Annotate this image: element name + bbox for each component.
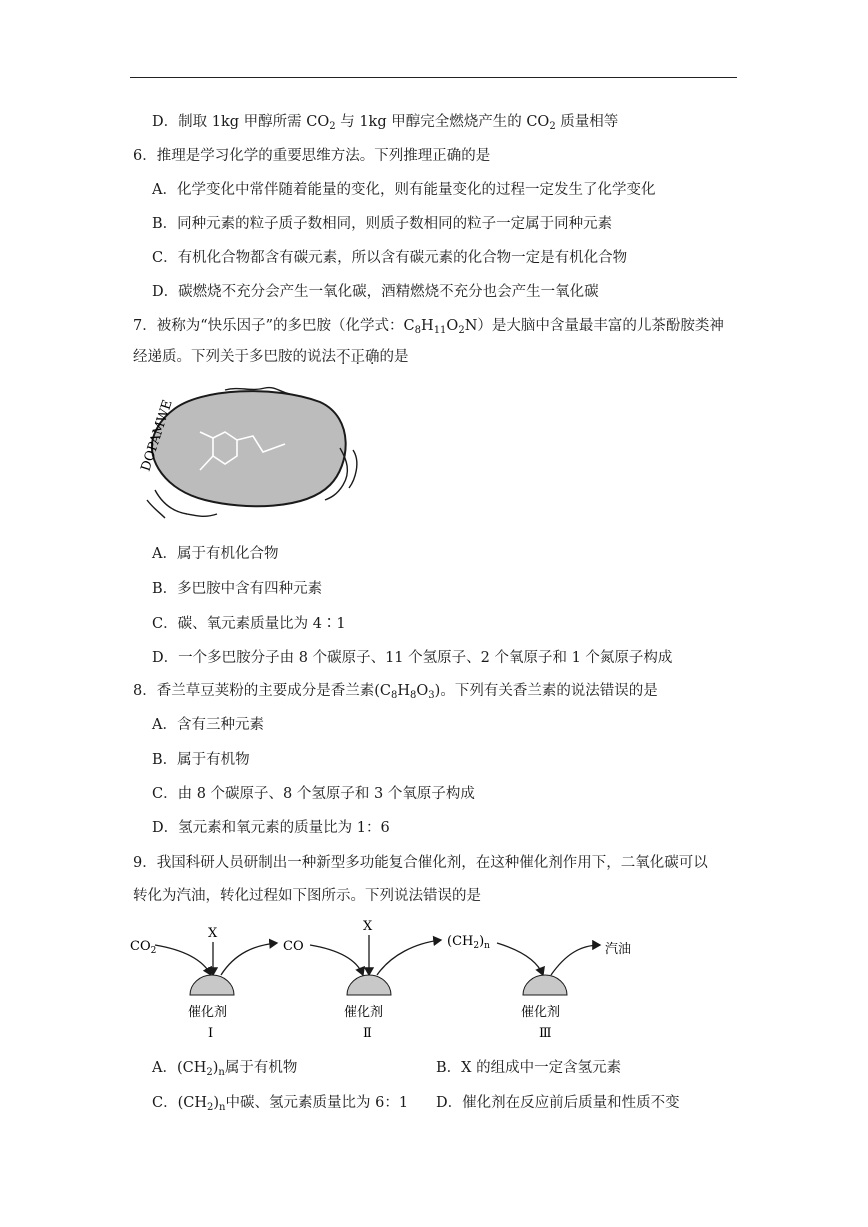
q8-stem: 8．香兰草豆荚粉的主要成分是香兰素$(C_8H_8O_3)$。下列有关香兰素的说法错误的是 [133,683,658,701]
q6-option-d: D．碳燃烧不充分会产生一氧化碳，酒精燃烧不充分也会产生一氧化碳 [152,284,599,300]
catalyst-1-dome [190,975,234,995]
q7-stem-line2: 经递质。下列关于多巴胺的说法不正确的是 [133,349,409,365]
q6-option-a: A．化学变化中常伴随着能量的变化，则有能量变化的过程一定发生了化学变化 [152,182,656,198]
gasoline-label: 汽油 [605,942,632,957]
q6-option-c: C．有机化合物都含有碳元素，所以含有碳元素的化合物一定是有机化合物 [152,250,628,266]
dopamine-illustration [125,380,365,525]
q9-option-d: D．催化剂在反应前后质量和性质不变 [436,1095,680,1111]
roman-3: Ⅲ [539,1026,552,1041]
q9-option-b: B．X 的组成中一定含氢元素 [436,1060,622,1076]
q8-option-b: B．属于有机物 [152,752,250,768]
co2-label: $CO_2$ [130,939,157,956]
q6-option-b: B．同种元素的粒子质子数相同，则质子数相同的粒子一定属于同种元素 [152,216,613,232]
x-label-2: X [363,919,373,934]
q9-option-a: A．$(CH_2)_n$属于有机物 [152,1060,298,1078]
catalyst-3-dome [523,975,567,995]
image-label-text: DOPAMWE [138,398,176,474]
catalyst-2-dome [347,975,391,995]
q6-stem: 6．推理是学习化学的重要思维方法。下列推理正确的是 [133,148,491,164]
roman-1: Ⅰ [208,1026,214,1041]
catalyst-1-label: 催化剂 [188,1005,228,1020]
ch2n-label: $(CH_2)_n$ [447,934,490,951]
q9-option-c: C．$(CH_2)_n$中碳、氢元素质量比为 6：1 [152,1095,409,1113]
reaction-diagram [125,915,655,1045]
q8-option-d: D．氢元素和氧元素的质量比为 1：6 [152,820,390,836]
q7-option-a: A．属于有机化合物 [152,546,279,562]
q5-option-d: D．制取 1kg 甲醇所需 $CO_2$ 与 1kg 甲醇完全燃烧产生的 $CO_2$ 质量相等 [152,114,619,132]
q9-stem-line2: 转化为汽油，转化过程如下图所示。下列说法错误的是 [133,888,481,904]
q8-option-a: A．含有三种元素 [152,717,264,733]
blob-shape [152,391,346,506]
x-label-1: X [208,926,218,941]
co-label: CO [283,939,304,954]
q7-option-b: B．多巴胺中含有四种元素 [152,581,323,597]
q9-stem-line1: 9．我国科研人员研制出一种新型多功能复合催化剂，在这种催化剂作用下，二氧化碳可以 [133,855,708,871]
catalyst-3-label: 催化剂 [521,1005,561,1020]
header-rule [130,77,737,78]
roman-2: Ⅱ [363,1026,372,1041]
q7-option-c: C．碳、氧元素质量比为 4∶1 [152,616,346,632]
q7-option-d: D．一个多巴胺分子由 8 个碳原子、11 个氢原子、2 个氧原子和 1 个氮原子构成 [152,650,673,666]
q7-stem-line1: 7．被称为“快乐因子”的多巴胺（化学式：$C_8H_{11}O_2N$）是大脑中含量最丰富的儿茶酚胺类神 [133,318,724,336]
q8-option-c: C．由 8 个碳原子、8 个氢原子和 3 个氧原子构成 [152,786,475,802]
catalyst-2-label: 催化剂 [344,1005,384,1020]
